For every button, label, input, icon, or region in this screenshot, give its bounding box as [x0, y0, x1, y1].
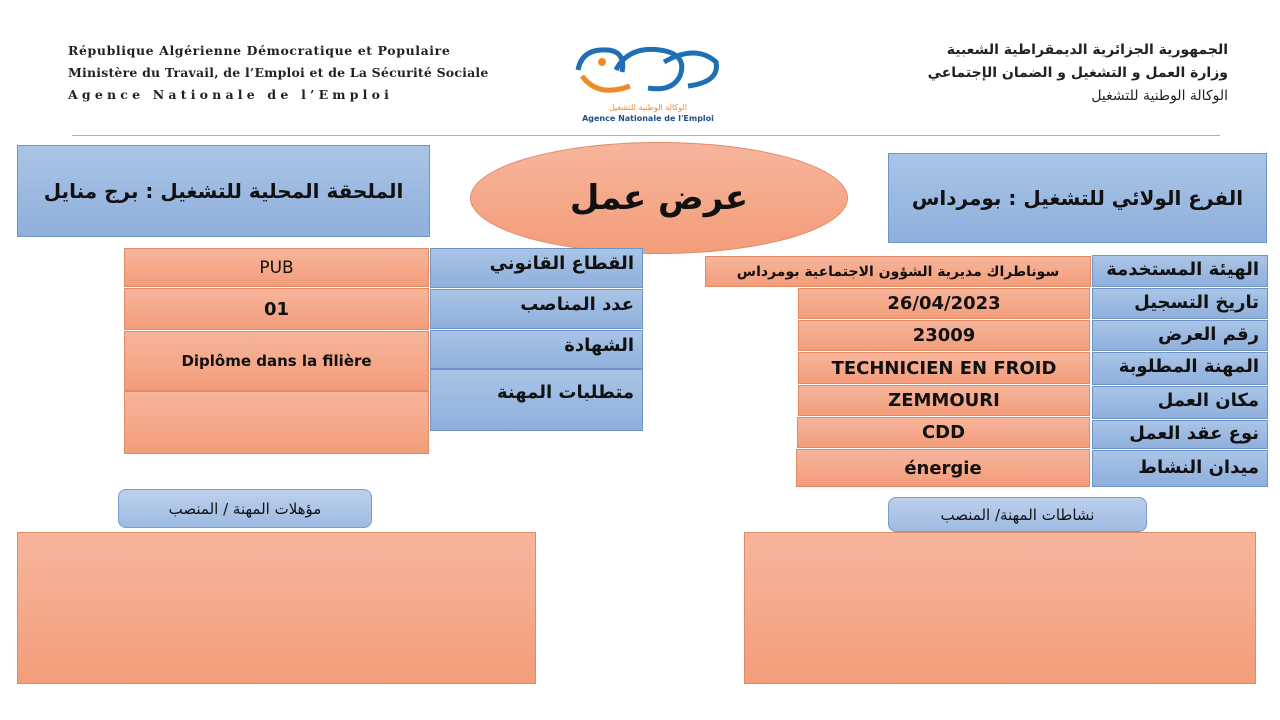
qualifications-box: [17, 532, 536, 684]
registration-date-value: 26/04/2023: [798, 288, 1090, 319]
registration-date-label: تاريخ التسجيل: [1092, 288, 1268, 319]
header-ar-line3: الوكالة الوطنية للتشغيل: [1091, 88, 1228, 104]
header-ar-line2: وزارة العمل و التشغيل و الضمان الإجتماعي: [927, 65, 1228, 81]
employer-label: الهيئة المستخدمة: [1092, 255, 1268, 287]
contract-type-value: CDD: [797, 417, 1090, 448]
wilaya-branch-label: الفرع الولائي للتشغيل : بومرداس: [911, 186, 1244, 210]
local-annex-label: الملحقة المحلية للتشغيل : برج منايل: [43, 179, 404, 203]
diploma-label: الشهادة: [430, 330, 643, 369]
header-divider: [72, 135, 1220, 136]
logo-french-text: Agence Nationale de l'Emploi: [582, 114, 714, 123]
logo-arabic-text: الوكالة الوطنية للتشغيل: [608, 103, 688, 112]
page-title: عرض عمل: [569, 178, 749, 218]
title-ellipse: [470, 142, 848, 254]
activity-field-value: énergie: [796, 449, 1090, 487]
job-requirements-label: متطلبات المهنة: [430, 369, 643, 431]
legal-sector-label: القطاع القانوني: [430, 248, 643, 288]
workplace-value: ZEMMOURI: [798, 385, 1090, 416]
qualifications-heading: مؤهلات المهنة / المنصب: [118, 489, 372, 528]
local-annex-box: [17, 145, 430, 237]
activities-box: [744, 532, 1256, 684]
offer-number-value: 23009: [798, 320, 1090, 351]
activity-field-label: ميدان النشاط: [1092, 450, 1268, 487]
required-profession-label: المهنة المطلوبة: [1092, 352, 1268, 385]
positions-count-label: عدد المناصب: [430, 289, 643, 329]
contract-type-label: نوع عقد العمل: [1092, 420, 1268, 449]
required-profession-value: TECHNICIEN EN FROID: [798, 352, 1090, 384]
header-ar-line1: الجمهورية الجزائرية الديمقراطية الشعبية: [946, 42, 1228, 58]
positions-count-value: 01: [124, 288, 429, 330]
activities-heading: نشاطات المهنة/ المنصب: [888, 497, 1147, 532]
offer-number-label: رقم العرض: [1092, 320, 1268, 351]
diploma-value: Diplôme dans la filière: [124, 331, 429, 391]
workplace-label: مكان العمل: [1092, 386, 1268, 419]
header-fr-line2: Ministère du Travail, de l’Emploi et de La Sécurité Sociale: [68, 65, 489, 80]
header-fr-line1: République Algérienne Démocratique et Populaire: [68, 43, 451, 58]
header-fr-line3: Agence Nationale de l’Emploi: [68, 87, 394, 102]
wilaya-branch-box: [888, 153, 1267, 243]
job-requirements-value: [124, 391, 429, 454]
legal-sector-value: PUB: [124, 248, 429, 287]
employer-value: سوناطراك مديرية الشؤون الاجتماعية بومرداس: [705, 256, 1091, 287]
